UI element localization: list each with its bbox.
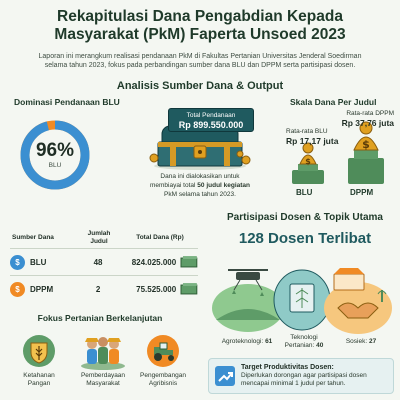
- scale-title: Skala Dana Per Judul: [290, 97, 377, 107]
- dppm-avg-label: Rata-rata DPPM: [346, 110, 394, 117]
- trend-up-icon: [215, 366, 235, 386]
- farmers-group-icon: [80, 332, 126, 370]
- funding-table: [10, 228, 198, 302]
- dppm-avg-value: Rp 37,76 juta: [341, 118, 394, 128]
- focus-label: Pengembangan Agribisnis: [140, 372, 186, 387]
- participation-title: Partisipasi Dosen & Topik Utama: [227, 212, 383, 223]
- table-row: $ DPPM 2 75.525.000: [10, 276, 198, 302]
- focus-item-community: [80, 332, 126, 370]
- lecturer-count: 128 Dosen Terlibat: [238, 230, 372, 247]
- focus-title: Fokus Pertanian Berkelanjutan: [37, 313, 163, 323]
- th-count: Jumlah Judul: [87, 230, 111, 245]
- focus-item-food-security: [22, 334, 56, 373]
- topic-sosiek: Sosiek: 27: [345, 338, 377, 345]
- blu-dominance-title: Dominasi Pendanaan BLU: [14, 97, 120, 107]
- th-total: Total Dana (Rp): [136, 234, 184, 241]
- cash-icon: [180, 256, 198, 268]
- cash-icon: [180, 283, 198, 295]
- blu-avg-value: Rp 17,17 juta: [286, 136, 339, 146]
- topic-agrotech: Agroteknologi: 61: [221, 338, 273, 345]
- target-box: [208, 358, 394, 394]
- intro-text: Laporan ini merangkum realisasi pendanaan PkM di Fakultas Pertanian Universitas Jenderal Soedirman selama tahun 2023, fokus pada perbandingan sumber dana BLU dan DPPM serta partisipasi dosen.: [38, 53, 362, 69]
- scale-dppm-label: DPPM: [350, 188, 374, 197]
- tractor-icon: [146, 334, 180, 368]
- target-line-2: mencapai minimal 1 judul per tahun.: [241, 380, 346, 387]
- focus-label: Pemberdayaan Masyarakat: [80, 372, 126, 387]
- wheat-shield-icon: [22, 334, 56, 368]
- focus-label: Ketahanan Pangan: [23, 372, 55, 387]
- blu-percent: 96%: [35, 140, 75, 161]
- total-funding-label: Total Pendanaan: [186, 112, 236, 119]
- svg-text:$: $: [305, 157, 311, 166]
- focus-item-agribusiness: [146, 334, 180, 373]
- section-title-funding: Analisis Sumber Dana & Output: [116, 80, 284, 92]
- total-funding-box: [168, 108, 254, 132]
- funding-note: Dana ini dialokasikan untuk membiayai total 50 judul kegiatan PkM selama tahun 2023.: [149, 173, 251, 198]
- total-funding-value: Rp 899.550.000: [178, 120, 244, 130]
- topic-agri-tech: Teknologi Pertanian: 40: [284, 334, 324, 349]
- blu-avg-label: Rata-rata BLU: [286, 128, 328, 135]
- dollar-icon: $: [10, 255, 25, 270]
- topic-illustration: [206, 250, 400, 336]
- donut-center: [18, 118, 92, 192]
- dollar-icon: $: [10, 282, 25, 297]
- target-title: Target Produktivitas Dosen:: [241, 364, 334, 371]
- scale-blu-label: BLU: [296, 188, 313, 197]
- page-title: Rekapitulasi Dana Pengabdian Kepada Masyarakat (PkM) Faperta Unsoed 2023: [54, 8, 346, 43]
- svg-text:$: $: [362, 138, 370, 151]
- th-source: Sumber Dana: [12, 234, 54, 241]
- blu-percent-label: BLU: [48, 162, 62, 169]
- target-line-1: Diperlukan dorongan agar partisipasi dosen: [241, 372, 367, 379]
- table-header: [10, 228, 198, 248]
- table-row: $ BLU 48 824.025.000: [10, 249, 198, 275]
